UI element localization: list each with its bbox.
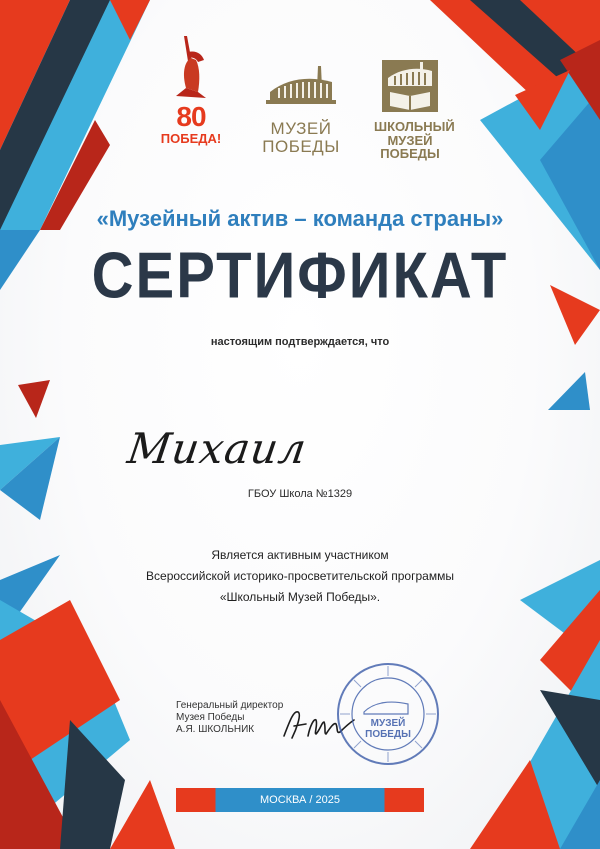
participation-description [0,545,600,608]
museum-logo-line2: ПОБЕДЫ [262,136,340,156]
museum-logo-text [262,120,340,156]
school-museum-logo-line1: ШКОЛЬНЫЙ [374,119,455,134]
confirmation-text: настоящим подтверждается, что [210,336,390,348]
museum-seal-stamp [334,660,442,768]
signatory-title-line1: Генеральный директор [176,700,284,711]
signatory-title-line2: Музея Победы [176,712,245,723]
signatory-name: А.Я. ШКОЛЬНИК [176,724,255,735]
victory-80-number: 80 [176,101,206,132]
certificate-title: СЕРТИФИКАТ [91,239,509,312]
description-line-3: «Школьный Музей Победы». [219,590,381,604]
signatory-block [176,700,283,736]
stamp-line-2: ПОБЕДЫ [365,729,411,740]
recipient-name: Михаил [124,424,311,473]
school-museum-emblem-icon [374,56,446,118]
logos-row [0,0,600,170]
school-museum-logo-text [374,119,455,162]
description-line-1: Является активным участником [211,548,389,562]
footer-location-year: МОСКВА / 2025 [259,794,341,806]
museum-building-icon [262,62,340,118]
motherland-statue-icon [158,34,224,104]
museum-of-victory-logo [262,62,340,162]
stamp-line-1: МУЗЕЙ [370,718,406,729]
victory-80-logo [158,34,224,158]
school-museum-logo-line2: МУЗЕЙ [387,132,433,148]
description-line-2: Всероссийской историко-просветительской программы [146,569,454,583]
victory-80-subtitle: ПОБЕДА! [160,131,222,146]
recipient-school: ГБОУ Школа №1329 [247,488,353,500]
footer-bar [176,788,424,812]
museum-logo-line1: МУЗЕЙ [270,119,332,138]
school-museum-logo-line3: ПОБЕДЫ [380,146,440,162]
program-tagline: «Музейный актив – команда страны» [96,206,504,231]
school-museum-logo [374,56,455,162]
